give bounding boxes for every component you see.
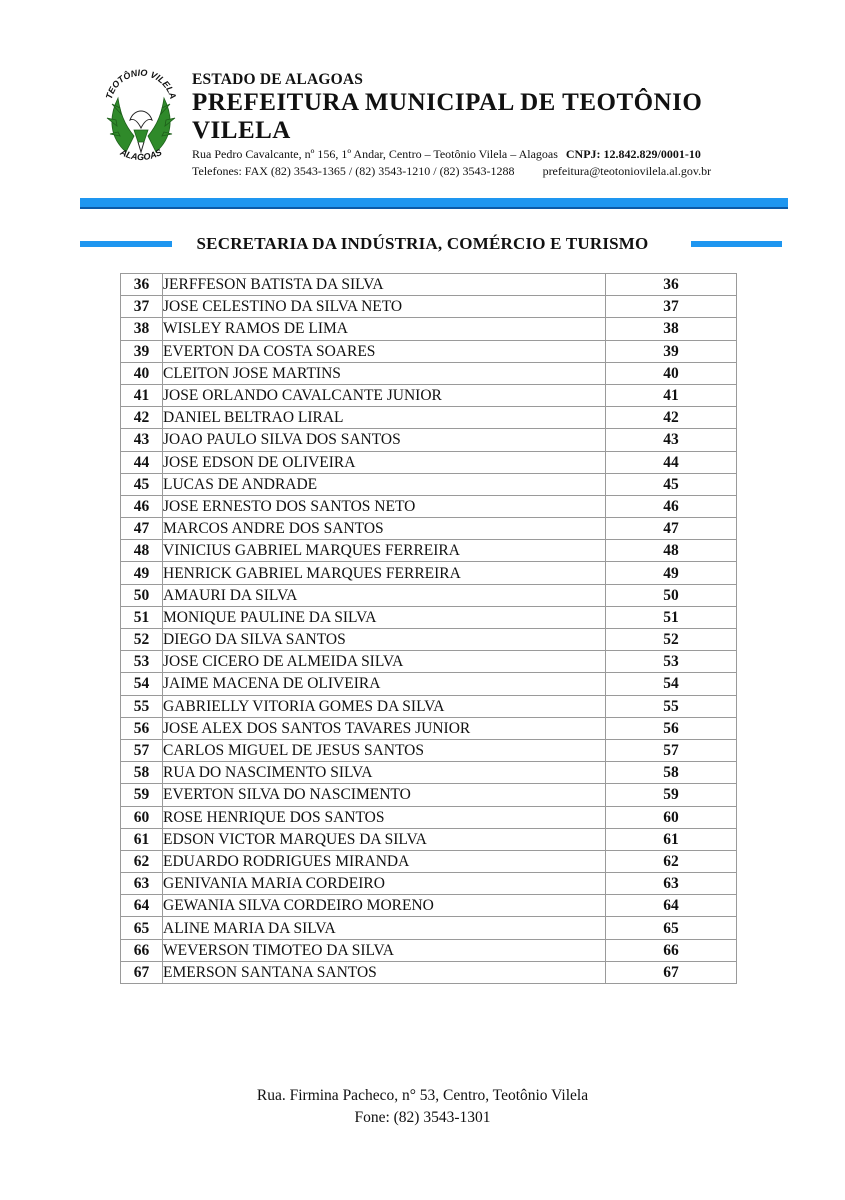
row-number: 63 <box>121 873 163 895</box>
table-row <box>121 340 737 362</box>
table-row <box>121 629 737 651</box>
table-row <box>121 873 737 895</box>
row-name: JOSE ALEX DOS SANTOS TAVARES JUNIOR <box>163 717 606 739</box>
row-position: 63 <box>606 873 737 895</box>
row-position: 40 <box>606 362 737 384</box>
row-position: 37 <box>606 296 737 318</box>
names-table-body <box>121 274 737 984</box>
row-position: 44 <box>606 451 737 473</box>
row-position: 56 <box>606 717 737 739</box>
row-number: 44 <box>121 451 163 473</box>
row-position: 39 <box>606 340 737 362</box>
row-position: 41 <box>606 384 737 406</box>
row-number: 65 <box>121 917 163 939</box>
row-name: JAIME MACENA DE OLIVEIRA <box>163 673 606 695</box>
row-name: MONIQUE PAULINE DA SILVA <box>163 606 606 628</box>
table-row <box>121 651 737 673</box>
row-number: 52 <box>121 629 163 651</box>
table-row <box>121 806 737 828</box>
row-name: EMERSON SANTANA SANTOS <box>163 961 606 983</box>
footer-address: Rua. Firmina Pacheco, n° 53, Centro, Teotônio Vilela <box>256 1087 589 1104</box>
section-rule-right <box>691 241 782 247</box>
row-position: 49 <box>606 562 737 584</box>
names-table <box>120 273 737 984</box>
row-name: GABRIELLY VITORIA GOMES DA SILVA <box>163 695 606 717</box>
row-position: 47 <box>606 518 737 540</box>
row-number: 41 <box>121 384 163 406</box>
row-number: 36 <box>121 274 163 296</box>
row-name: LUCAS DE ANDRADE <box>163 473 606 495</box>
row-name: WEVERSON TIMOTEO DA SILVA <box>163 939 606 961</box>
row-number: 39 <box>121 340 163 362</box>
row-position: 55 <box>606 695 737 717</box>
row-position: 54 <box>606 673 737 695</box>
row-position: 53 <box>606 651 737 673</box>
table-row <box>121 540 737 562</box>
row-name: JERFFESON BATISTA DA SILVA <box>163 274 606 296</box>
row-name: VINICIUS GABRIEL MARQUES FERREIRA <box>163 540 606 562</box>
row-number: 57 <box>121 739 163 761</box>
row-number: 40 <box>121 362 163 384</box>
row-position: 43 <box>606 429 737 451</box>
row-position: 50 <box>606 584 737 606</box>
table-row <box>121 584 737 606</box>
svg-text:ALAGOAS: ALAGOAS <box>118 147 164 163</box>
row-number: 46 <box>121 495 163 517</box>
row-position: 51 <box>606 606 737 628</box>
row-position: 36 <box>606 274 737 296</box>
row-position: 66 <box>606 939 737 961</box>
row-number: 38 <box>121 318 163 340</box>
row-position: 64 <box>606 895 737 917</box>
row-name: JOSE ORLANDO CAVALCANTE JUNIOR <box>163 384 606 406</box>
row-name: GENIVANIA MARIA CORDEIRO <box>163 873 606 895</box>
table-row <box>121 407 737 429</box>
table-row <box>121 673 737 695</box>
row-position: 46 <box>606 495 737 517</box>
table-row <box>121 495 737 517</box>
row-number: 53 <box>121 651 163 673</box>
table-row <box>121 473 737 495</box>
table-row <box>121 939 737 961</box>
row-name: CARLOS MIGUEL DE JESUS SANTOS <box>163 739 606 761</box>
letterhead-address: Rua Pedro Cavalcante, nº 156, 1º Andar, Centro – Teotônio Vilela – Alagoas <box>192 147 558 161</box>
letterhead-email: prefeitura@teotoniovilela.al.gov.br <box>542 164 712 178</box>
table-row <box>121 695 737 717</box>
table-row <box>121 850 737 872</box>
row-number: 37 <box>121 296 163 318</box>
row-position: 52 <box>606 629 737 651</box>
row-name: WISLEY RAMOS DE LIMA <box>163 318 606 340</box>
table-row <box>121 828 737 850</box>
row-position: 67 <box>606 961 737 983</box>
row-number: 43 <box>121 429 163 451</box>
row-position: 65 <box>606 917 737 939</box>
row-name: ALINE MARIA DA SILVA <box>163 917 606 939</box>
prefeitura-name: PREFEITURA MUNICIPAL DE TEOTÔNIO VILELA <box>192 89 703 144</box>
row-number: 61 <box>121 828 163 850</box>
letterhead <box>104 68 794 176</box>
row-name: EVERTON SILVA DO NASCIMENTO <box>163 784 606 806</box>
cnpj: CNPJ: 12.842.829/0001-10 <box>565 147 701 161</box>
table-row <box>121 518 737 540</box>
row-name: RUA DO NASCIMENTO SILVA <box>163 762 606 784</box>
row-name: HENRICK GABRIEL MARQUES FERREIRA <box>163 562 606 584</box>
table-row <box>121 961 737 983</box>
row-number: 62 <box>121 850 163 872</box>
row-number: 45 <box>121 473 163 495</box>
row-name: MARCOS ANDRE DOS SANTOS <box>163 518 606 540</box>
row-name: CLEITON JOSE MARTINS <box>163 362 606 384</box>
footer <box>0 1085 845 1129</box>
table-row <box>121 606 737 628</box>
row-name: DANIEL BELTRAO LIRAL <box>163 407 606 429</box>
table-row <box>121 739 737 761</box>
letterhead-address-line <box>192 147 794 162</box>
row-number: 48 <box>121 540 163 562</box>
row-name: GEWANIA SILVA CORDEIRO MORENO <box>163 895 606 917</box>
table-row <box>121 429 737 451</box>
row-position: 57 <box>606 739 737 761</box>
row-name: JOSE CICERO DE ALMEIDA SILVA <box>163 651 606 673</box>
row-number: 67 <box>121 961 163 983</box>
table-row <box>121 296 737 318</box>
row-name: EDUARDO RODRIGUES MIRANDA <box>163 850 606 872</box>
row-number: 55 <box>121 695 163 717</box>
row-position: 48 <box>606 540 737 562</box>
row-name: EVERTON DA COSTA SOARES <box>163 340 606 362</box>
row-name: JOSE CELESTINO DA SILVA NETO <box>163 296 606 318</box>
row-number: 50 <box>121 584 163 606</box>
table-row <box>121 717 737 739</box>
row-name: JOSE EDSON DE OLIVEIRA <box>163 451 606 473</box>
row-position: 62 <box>606 850 737 872</box>
row-position: 38 <box>606 318 737 340</box>
row-name: JOAO PAULO SILVA DOS SANTOS <box>163 429 606 451</box>
letterhead-contact-line <box>192 164 794 179</box>
state-name: ESTADO DE ALAGOAS <box>192 71 364 88</box>
header-divider <box>80 198 788 207</box>
row-name: AMAURI DA SILVA <box>163 584 606 606</box>
letterhead-phones: Telefones: FAX (82) 3543-1365 / (82) 3543-1210 / (82) 3543-1288 <box>192 164 515 178</box>
letterhead-text <box>192 71 794 179</box>
svg-text:TEOTÔNIO VILELA: TEOTÔNIO VILELA <box>104 68 178 101</box>
table-row <box>121 318 737 340</box>
table-row <box>121 451 737 473</box>
municipal-coat-of-arms-icon <box>104 68 178 172</box>
row-name: ROSE HENRIQUE DOS SANTOS <box>163 806 606 828</box>
row-position: 59 <box>606 784 737 806</box>
footer-phone: Fone: (82) 3543-1301 <box>354 1109 491 1126</box>
table-row <box>121 562 737 584</box>
row-name: JOSE ERNESTO DOS SANTOS NETO <box>163 495 606 517</box>
table-row <box>121 762 737 784</box>
row-number: 51 <box>121 606 163 628</box>
row-position: 45 <box>606 473 737 495</box>
row-number: 66 <box>121 939 163 961</box>
row-position: 61 <box>606 828 737 850</box>
row-number: 64 <box>121 895 163 917</box>
row-number: 56 <box>121 717 163 739</box>
row-position: 42 <box>606 407 737 429</box>
row-number: 60 <box>121 806 163 828</box>
row-number: 47 <box>121 518 163 540</box>
row-number: 59 <box>121 784 163 806</box>
table-row <box>121 784 737 806</box>
row-position: 60 <box>606 806 737 828</box>
table-row <box>121 384 737 406</box>
table-row <box>121 895 737 917</box>
row-number: 42 <box>121 407 163 429</box>
row-number: 54 <box>121 673 163 695</box>
table-row <box>121 274 737 296</box>
row-number: 49 <box>121 562 163 584</box>
row-position: 58 <box>606 762 737 784</box>
row-name: DIEGO DA SILVA SANTOS <box>163 629 606 651</box>
section-title: SECRETARIA DA INDÚSTRIA, COMÉRCIO E TURISMO <box>196 234 649 253</box>
row-number: 58 <box>121 762 163 784</box>
table-row <box>121 362 737 384</box>
table-row <box>121 917 737 939</box>
row-name: EDSON VICTOR MARQUES DA SILVA <box>163 828 606 850</box>
